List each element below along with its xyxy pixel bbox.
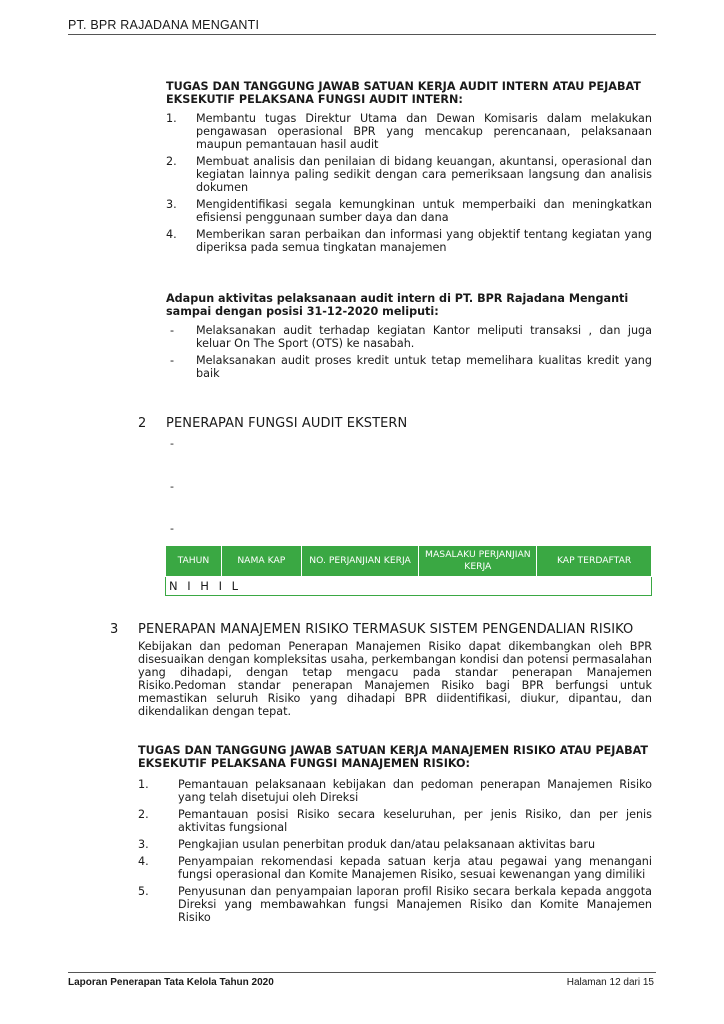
list-item [138, 855, 652, 881]
table-header-row [166, 546, 652, 577]
list-item [138, 778, 652, 804]
item-number: 4. [138, 855, 149, 868]
aktivitas-section [166, 292, 652, 384]
aktivitas-heading: Adapun aktivitas pelaksanaan audit intern di PT. BPR Rajadana Menganti sampai dengan posisi 31-12-2020 meliputi: [166, 292, 629, 318]
list-item [166, 228, 652, 254]
section-number: 2 [138, 416, 147, 431]
list-item [166, 155, 652, 194]
list-item [166, 112, 652, 151]
audit-intern-heading: TUGAS DAN TANGGUNG JAWAB SATUAN KERJA AUDIT INTERN ATAU PEJABAT EKSEKUTIF PELAKSANA FUNGSI AUDIT INTERN: [166, 80, 641, 106]
item-number: 3. [138, 838, 149, 851]
item-text: Pemantauan pelaksanaan kebijakan dan pedoman penerapan Manajemen Risiko yang telah disetujui oleh Direksi [178, 778, 652, 804]
item-text: Melaksanakan audit terhadap kegiatan Kantor meliputi transaksi , dan juga keluar On The Sport (OTS) ke nasabah. [196, 324, 652, 350]
item-text: Pengkajian usulan penerbitan produk dan/atau pelaksanaan aktivitas baru [178, 838, 596, 851]
item-number: 3. [166, 198, 177, 211]
table-cell: N I H I L [166, 577, 652, 596]
section-number: 3 [110, 622, 119, 637]
item-number: 4. [166, 228, 177, 241]
list-item [166, 198, 652, 224]
page-number: Halaman 12 dari 15 [566, 977, 654, 988]
list-item [166, 324, 652, 350]
risk-heading: TUGAS DAN TANGGUNG JAWAB SATUAN KERJA MANAJEMEN RISIKO ATAU PEJABAT EKSEKUTIF PELAKSANA FUNGSI MANAJEMEN RISIKO: [138, 744, 649, 770]
list-item [166, 354, 652, 380]
audit-intern-section [166, 80, 652, 258]
kap-table [165, 545, 652, 596]
table-row [166, 577, 652, 596]
column-header: MASALAKU PERJANJIAN KERJA [419, 546, 537, 577]
bullet: - [170, 354, 175, 367]
item-text: Melaksanakan audit proses kredit untuk tetap memelihara kualitas kredit yang baik [196, 354, 652, 380]
item-number: 1. [138, 778, 149, 791]
dash-item: - [170, 437, 174, 450]
item-number: 2. [166, 155, 177, 168]
section-title: PENERAPAN FUNGSI AUDIT EKSTERN [166, 416, 408, 431]
dash-item: - [170, 480, 174, 493]
list-item [138, 885, 652, 924]
item-text: Penyampaian rekomendasi kepada satuan kerja atau pegawai yang menangani fungsi operasional dan Komite Manajemen Risiko, sesuai kewenangan yang dimiliki [178, 855, 652, 881]
page-footer [68, 972, 656, 988]
column-header: KAP TERDAFTAR [537, 546, 652, 577]
column-header: TAHUN [166, 546, 222, 577]
item-text: Memberikan saran perbaikan dan informasi yang objektif tentang kegiatan yang diperiksa pada semua tingkatan manajemen [196, 228, 652, 254]
item-text: Penyusunan dan penyampaian laporan profil Risiko secara berkala kepada anggota Direksi yang membawahkan fungsi Manajemen Risiko dan Komite Manajemen Risiko [178, 885, 652, 924]
item-text: Membuat analisis dan penilaian di bidang keuangan, akuntansi, operasional dan kegiatan lainnya paling sedikit dengan cara pemeriksaan langsung dan analisis dokumen [196, 155, 652, 194]
section-title: PENERAPAN MANAJEMEN RISIKO TERMASUK SISTEM PENGENDALIAN RISIKO [138, 622, 634, 637]
item-text: Mengidentifikasi segala kemungkinan untuk memperbaiki dan meningkatkan efisiensi penggunaan sumber daya dan dana [196, 198, 652, 224]
footer-title: Laporan Penerapan Tata Kelola Tahun 2020 [68, 977, 274, 988]
list-item [138, 838, 652, 851]
bullet: - [170, 324, 175, 337]
risk-section [138, 744, 652, 928]
column-header: NO. PERJANJIAN KERJA [301, 546, 419, 577]
dash-item: - [170, 522, 174, 535]
item-text: Pemantauan posisi Risiko secara keseluruhan, per jenis Risiko, dan per jenis aktivitas fungsional [178, 808, 652, 834]
risk-paragraph: Kebijakan dan pedoman Penerapan Manajemen Risiko dapat dikembangkan oleh BPR disesuaikan dengan kompleksitas usaha, perkembangan kondisi dan potensi permasalahan yang dihadapi, dengan tetap mengacu pada standar penerapan Manajemen Risiko.Pedoman standar penerapan Manajemen Risiko bagi BPR berfungsi untuk memastikan seluruh Risiko yang dihadapi BPR diidentifikasi, diukur, dipantau, dan dikendalikan dengan tepat. [138, 640, 652, 718]
page-header: PT. BPR RAJADANA MENGANTI [68, 18, 656, 35]
item-number: 5. [138, 885, 149, 898]
item-text: Membantu tugas Direktur Utama dan Dewan Komisaris dalam melakukan pengawasan operasional BPR yang mencakup perencanaan, pelaksanaan maupun pemantauan hasil audit [196, 112, 652, 151]
list-item [138, 808, 652, 834]
column-header: NAMA KAP [221, 546, 301, 577]
item-number: 2. [138, 808, 149, 821]
item-number: 1. [166, 112, 177, 125]
